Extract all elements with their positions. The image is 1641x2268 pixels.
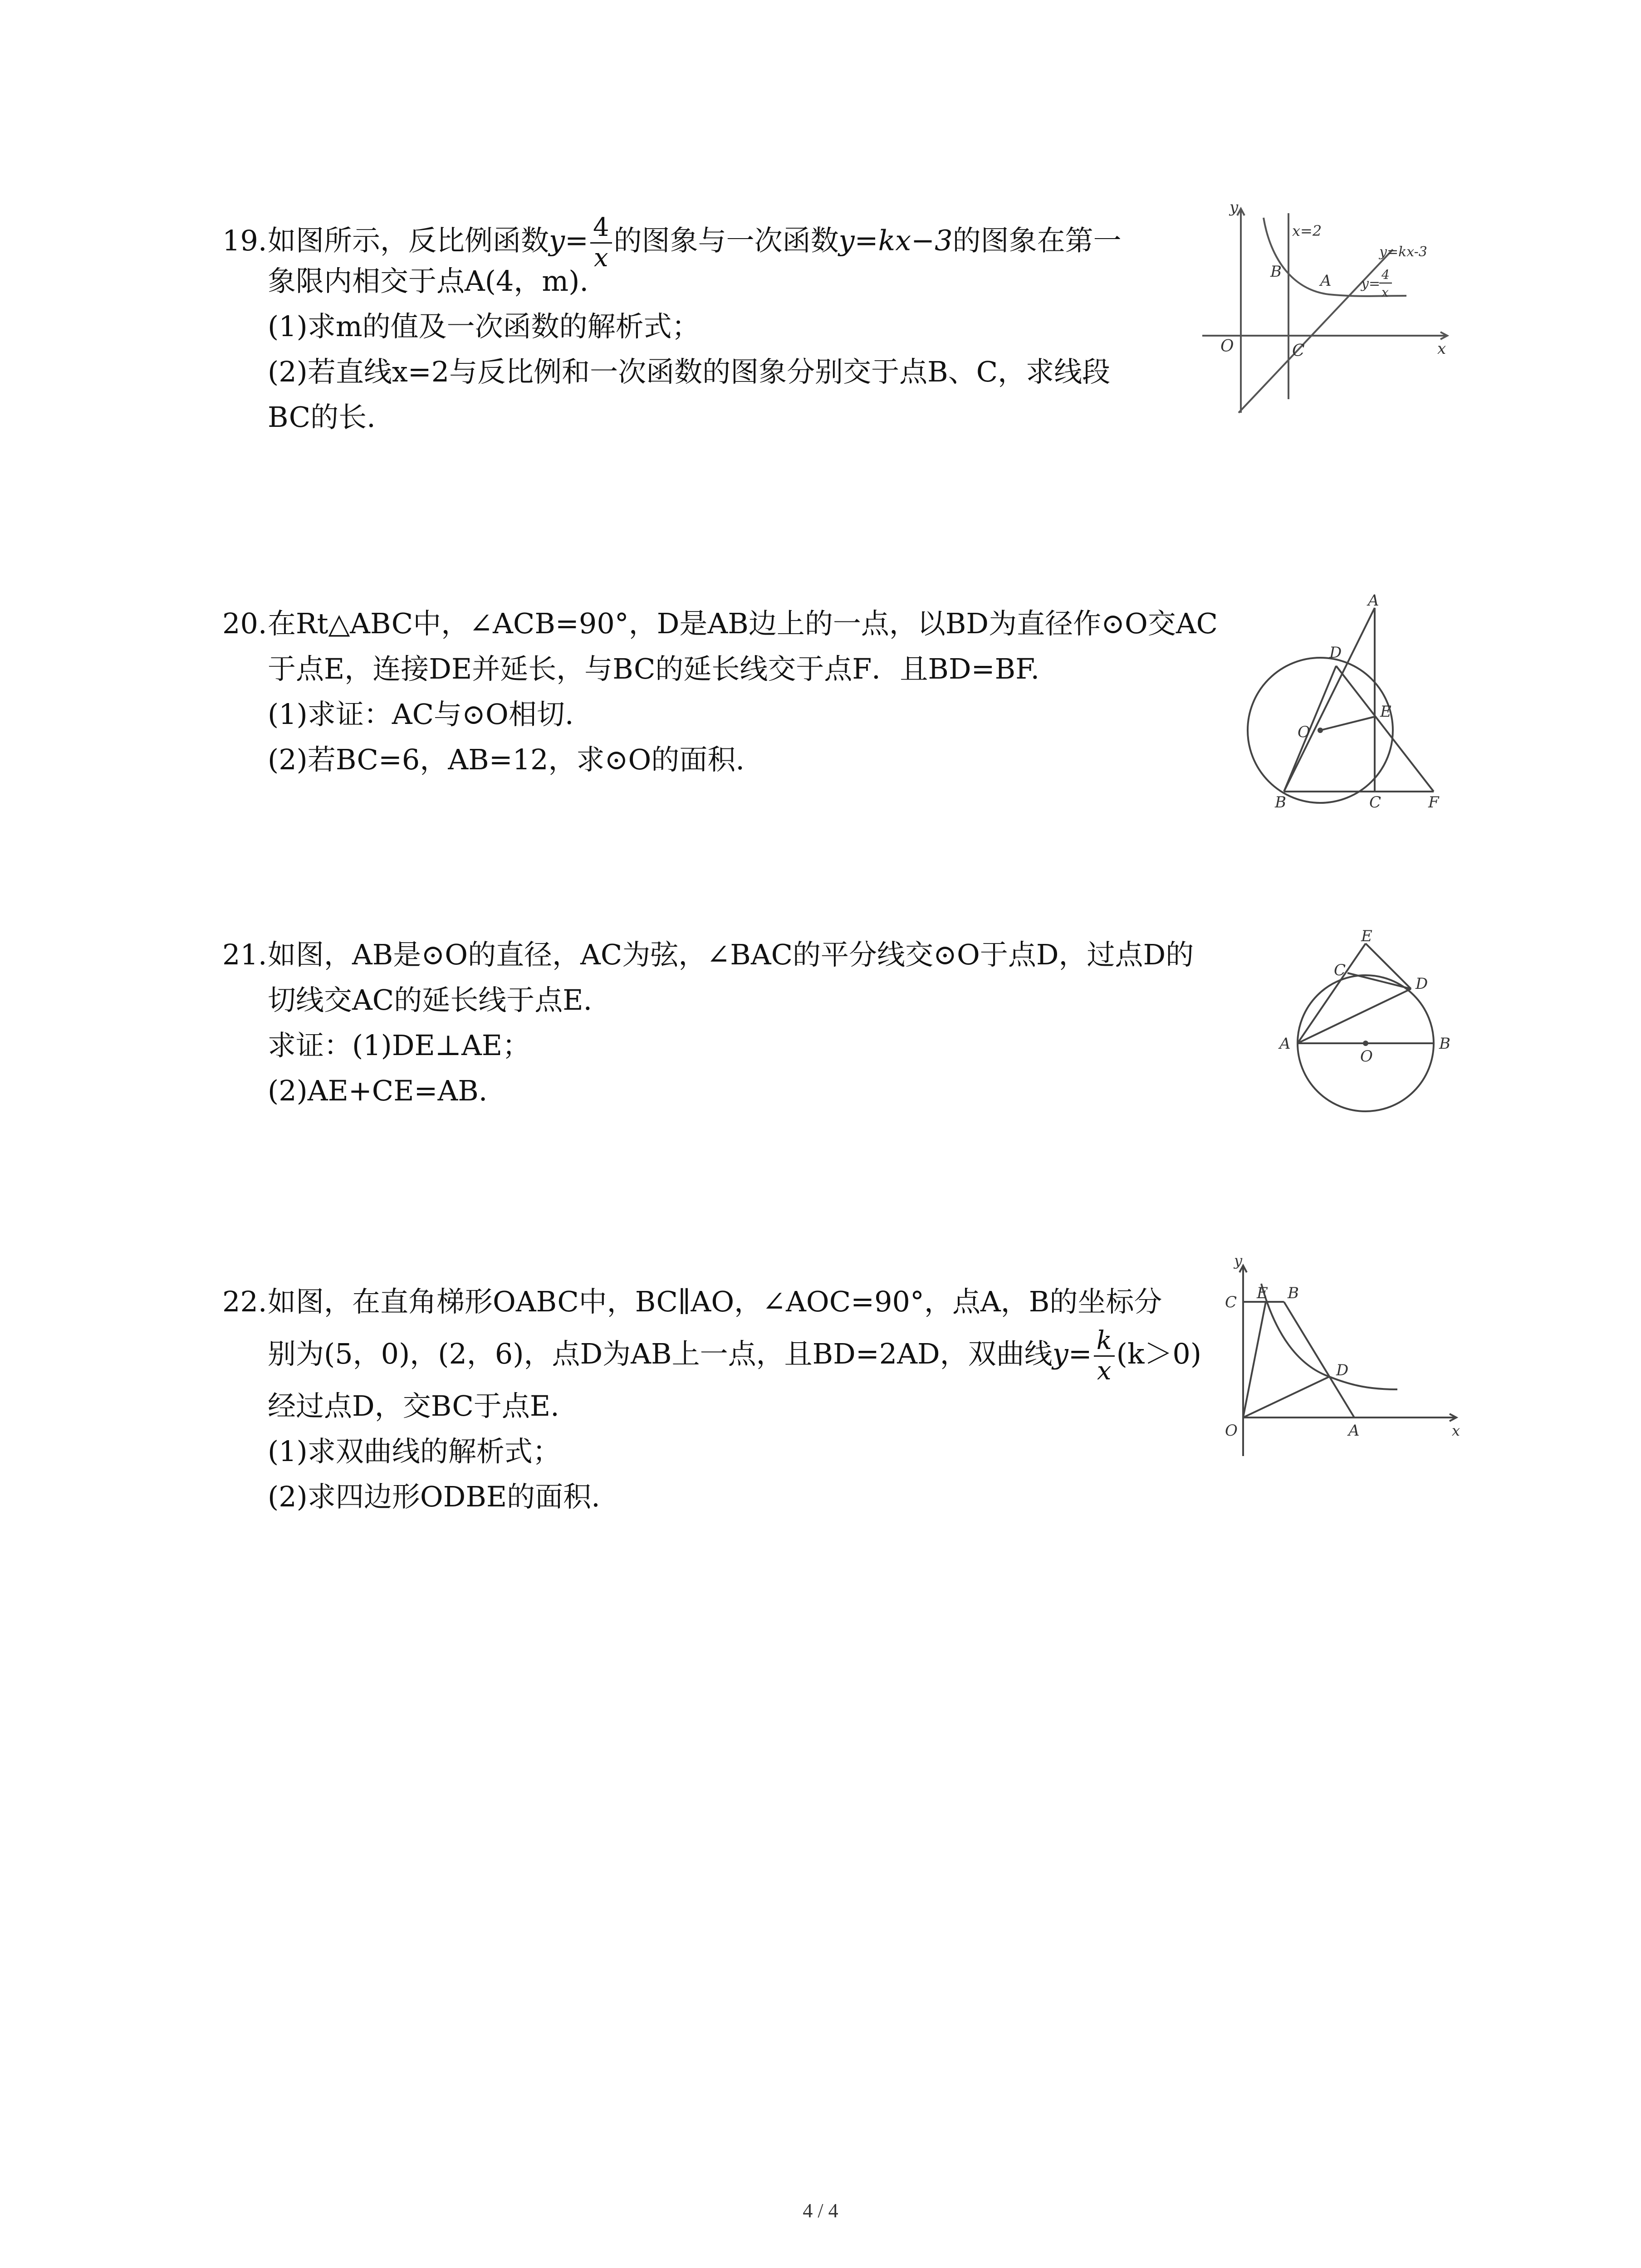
svg-text:x: x	[1437, 340, 1446, 358]
svg-text:C: C	[1334, 961, 1346, 979]
question-22-part-2: (2)求四边形ODBE的面积.	[268, 1480, 600, 1513]
svg-text:y=kx-3: y=kx-3	[1379, 244, 1427, 260]
question-19-line-2: 象限内相交于点A(4，m).	[268, 264, 589, 298]
question-21-line-2: 切线交AC的延长线于点E.	[268, 983, 593, 1017]
question-number: 20.	[222, 607, 267, 640]
question-22-part-1: (1)求双曲线的解析式；	[268, 1435, 561, 1468]
svg-text:C: C	[1369, 793, 1381, 811]
question-22-line-2: 别为(5，0)，(2，6)，点D为AB上一点，且BD=2AD，双曲线y= $\frac{k}{x}$ (k＞0)	[268, 1326, 1202, 1386]
svg-text:y: y	[1230, 198, 1239, 216]
question-19-line-1: 19.如图所示，反比例函数y= $\frac{4}{x}$ 的图象与一次函数y=kx−3的图象在第一	[222, 213, 1122, 273]
hyperbola-curve	[1261, 1284, 1397, 1389]
segment-cd	[1347, 973, 1411, 989]
chord-ae	[1298, 943, 1366, 1043]
segment-ba	[1284, 1302, 1354, 1418]
question-21-line-1: 21.如图，AB是⊙O的直径，AC为弦，∠BAC的平分线交⊙O于点D，过点D的	[222, 932, 1211, 978]
figure-19	[1189, 200, 1452, 426]
question-number: 19.	[222, 224, 267, 257]
svg-text:y=: y=	[1361, 276, 1381, 292]
svg-text:O: O	[1298, 723, 1310, 741]
svg-text:C: C	[1292, 342, 1305, 360]
svg-text:B: B	[1275, 793, 1286, 811]
svg-text:C: C	[1225, 1293, 1237, 1311]
question-number: 21.	[222, 938, 267, 971]
fraction: $\frac{4}{x}$	[590, 213, 612, 273]
segment-oe	[1243, 1302, 1266, 1418]
svg-text:E: E	[1380, 703, 1391, 721]
segment-oe	[1320, 717, 1375, 730]
question-20-part-1: (1)求证：AC与⊙O相切.	[268, 698, 574, 731]
segment-df	[1336, 666, 1434, 792]
question-19-part-2-cont: BC的长.	[268, 401, 376, 434]
page-number: 4 / 4	[803, 2200, 838, 2222]
question-20-line-2: 于点E，连接DE并延长，与BC的延长线交于点F．且BD=BF.	[268, 652, 1040, 685]
svg-text:E: E	[1361, 927, 1372, 945]
question-22-line-3: 经过点D，交BC于点E.	[268, 1389, 559, 1422]
tangent-de	[1366, 943, 1411, 989]
question-19-part-2: (2)若直线x=2与反比例和一次函数的图象分别交于点B、C，求线段	[268, 355, 1111, 388]
figure-20	[1239, 590, 1456, 811]
svg-text:O: O	[1220, 337, 1234, 356]
svg-text:A: A	[1368, 591, 1379, 610]
svg-text:x: x	[1452, 1422, 1460, 1439]
svg-text:x: x	[1381, 285, 1389, 300]
question-20-line-1: 20.在Rt△ABC中，∠ACB=90°，D是AB边上的一点，以BD为直径作⊙O交AC	[222, 601, 1211, 646]
question-20-part-2: (2)若BC=6，AB=12，求⊙O的面积.	[268, 743, 745, 776]
line-y-kx-3	[1239, 249, 1393, 413]
svg-text:A: A	[1348, 1422, 1360, 1440]
question-21-line-4: (2)AE+CE=AB.	[268, 1074, 488, 1107]
svg-text:B: B	[1288, 1284, 1299, 1302]
svg-text:B: B	[1270, 263, 1282, 281]
question-19-part-1: (1)求m的值及一次函数的解析式；	[268, 310, 700, 343]
svg-text:D: D	[1416, 975, 1428, 993]
svg-text:D: D	[1336, 1361, 1349, 1379]
question-22-line-1: 22.如图，在直角梯形OABC中，BC∥AO，∠AOC=90°，点A，B的坐标分	[222, 1279, 1211, 1325]
figure-22	[1207, 1252, 1461, 1465]
fraction: $\frac{k}{x}$	[1094, 1326, 1115, 1386]
svg-text:O: O	[1360, 1047, 1373, 1066]
question-20	[222, 601, 1218, 782]
question-21	[222, 932, 1211, 1114]
svg-text:O: O	[1225, 1422, 1238, 1440]
svg-text:x=2: x=2	[1292, 222, 1322, 240]
svg-text:A: A	[1320, 272, 1332, 290]
segment-ab	[1284, 608, 1375, 792]
svg-text:A: A	[1279, 1035, 1291, 1053]
question-19	[222, 213, 1211, 440]
question-21-line-3: 求证：(1)DE⊥AE；	[268, 1029, 531, 1062]
svg-text:E: E	[1257, 1284, 1268, 1302]
svg-text:y: y	[1234, 1252, 1243, 1269]
svg-text:4: 4	[1381, 267, 1390, 282]
figure-21	[1270, 925, 1461, 1116]
segment-od	[1243, 1377, 1329, 1418]
svg-text:F: F	[1428, 793, 1439, 811]
question-22	[222, 1279, 1211, 1520]
svg-text:B: B	[1439, 1035, 1450, 1053]
question-number: 22.	[222, 1285, 267, 1318]
svg-text:D: D	[1329, 644, 1342, 662]
